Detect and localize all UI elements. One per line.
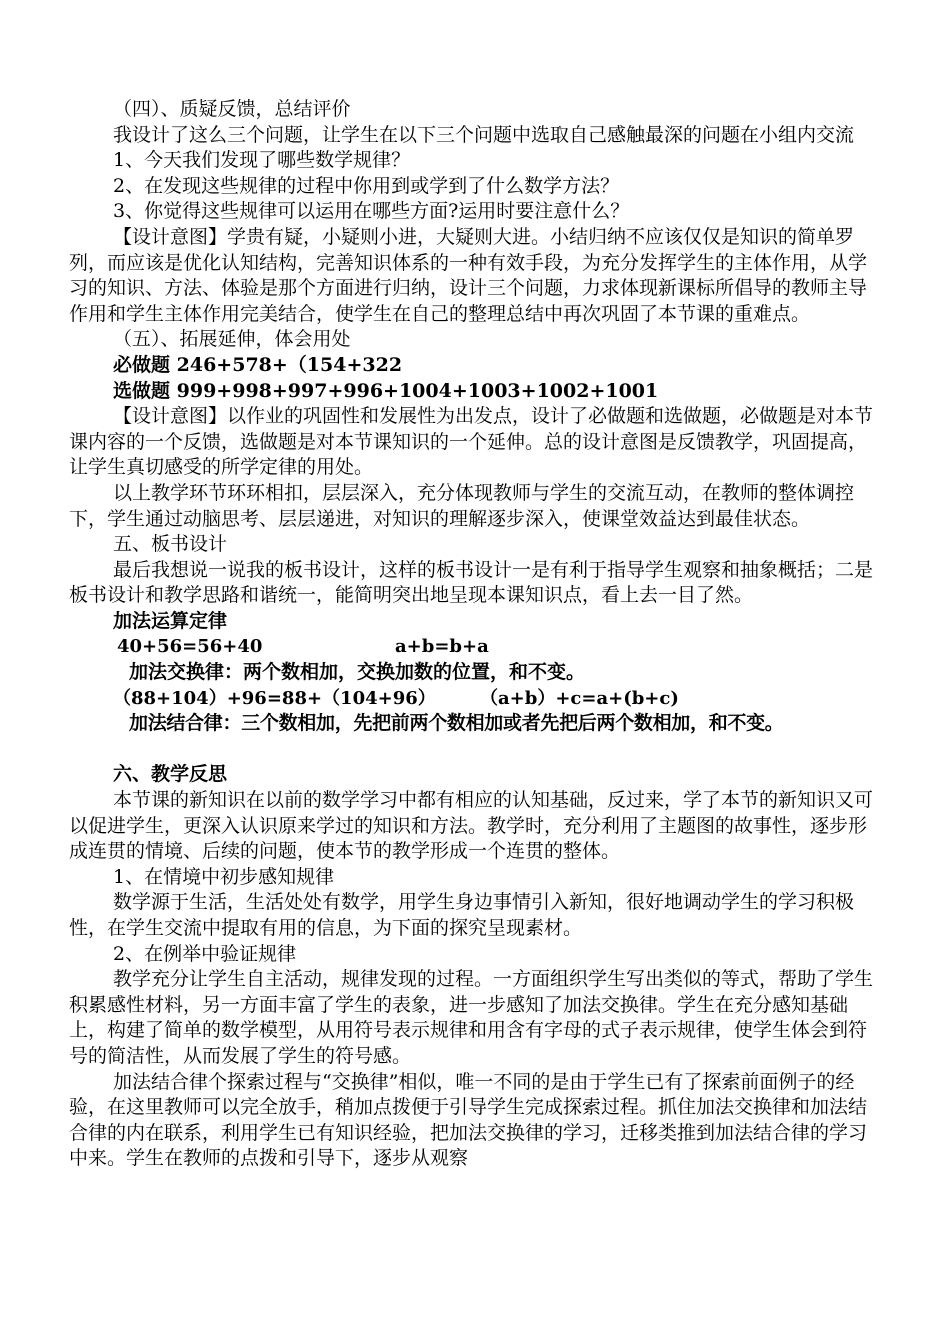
section5-summary: 以上教学环节环环相扣，层层深入，充分体现教师与学生的交流互动，在教师的整体调控下，学生通过动脑思考、层层递进，对知识的理解逐步深入，使课堂效益达到最佳状态。 bbox=[69, 481, 855, 530]
optional-expression: 999+998+997+996+1004+1003+1002+1001 bbox=[176, 379, 659, 402]
section4-heading: （四）、质疑反馈，总结评价 bbox=[113, 98, 351, 120]
board-heading: 五、板书设计 bbox=[113, 533, 228, 556]
board-example-2: （88+104）+96=88+（104+96） bbox=[113, 687, 436, 709]
document-body bbox=[69, 97, 881, 1172]
reflection-heading: 六、教学反思 bbox=[113, 763, 228, 786]
question-3: 3、你觉得这些规律可以运用在哪些方面?运用时要注意什么？ bbox=[113, 200, 630, 223]
board-formula-1: a+b=b+a bbox=[395, 636, 489, 658]
required-problem bbox=[69, 353, 881, 379]
reflection-subheading-2: 2、在例举中验证规律 bbox=[113, 942, 297, 965]
blank-line bbox=[69, 737, 881, 763]
section4-intro: 我设计了这么三个问题，让学生在以下三个问题中选取自己感触最深的问题在小组内交流 bbox=[113, 123, 855, 146]
reflection-paragraph-3: 教学充分让学生自主活动，规律发现的过程。一方面组织学生写出类似的等式，帮助了学生积累感性材料，另一方面丰富了学生的表象，进一步感知了加法交换律。学生在充分感知基础上，构建了简单的数学模型，从用符号表示规律和用含有字母的式子表示规律，使学生体会到符号的简洁性，从而发展了学生的符号感。 bbox=[69, 968, 874, 1067]
optional-label: 选做题 bbox=[113, 379, 171, 402]
required-expression: 246+578+（154+322 bbox=[176, 353, 403, 376]
board-example-row-1 bbox=[69, 634, 881, 660]
reflection-paragraph-2: 数学源于生活，生活处处有数学，用学生身边事情引入新知，很好地调动学生的学习积极性，在学生交流中提取有用的信息，为下面的探究呈现素材。 bbox=[69, 891, 855, 939]
section5-design-intent: 【设计意图】以作业的巩固性和发展性为出发点，设计了必做题和选做题，必做题是对本节课内容的一个反馈，选做题是对本节课知识的一个延伸。总的设计意图是反馈教学，巩固提高，让学生真切感受的所学定律的用处。 bbox=[69, 405, 874, 479]
section5-heading: （五）、拓展延伸，体会用处 bbox=[113, 328, 351, 351]
board-intro: 最后我想说一说我的板书设计，这样的板书设计一是有利于指导学生观察和抽象概括；二是板书设计和教学思路和谐统一，能简明突出地呈现本课知识点，看上去一目了然。 bbox=[69, 558, 874, 607]
board-law-1: 加法交换律：两个数相加，交换加数的位置，和不变。 bbox=[129, 661, 586, 684]
board-title: 加法运算定律 bbox=[113, 609, 228, 632]
reflection-paragraph-4: 加法结合律个探索过程与“交换律”相似，唯一不同的是由于学生已有了探索前面例子的经验，在这里教师可以完全放手，稍加点拨便于引导学生完成探索过程。抓住加法交换律和加法结合律的内在联系，利用学生已有知识经验，把加法交换律的学习，迁移类推到加法结合律的学习中来。学生在教师的点拨和引导下，逐步从观察 bbox=[69, 1070, 868, 1170]
reflection-subheading-1: 1、在情境中初步感知规律 bbox=[113, 865, 335, 888]
board-law-2: 加法结合律：三个数相加，先把前两个数相加或者先把后两个数相加，和不变。 bbox=[129, 712, 784, 735]
section4-design-intent: 【设计意图】学贵有疑，小疑则小进，大疑则大进。小结归纳不应该仅仅是知识的简单罗列，而应该是优化认知结构，完善知识体系的一种有效手段，为充分发挥学生的主体作用，从学习的知识、方法、体验是那个方面进行归纳，设计三个问题，力求体现新课标所倡导的教师主导作用和学生主体作用完美结合，使学生在自己的整理总结中再次巩固了本节课的重难点。 bbox=[69, 225, 868, 325]
board-formula-2: （a+b）+c=a+(b+c) bbox=[480, 687, 679, 709]
optional-problem bbox=[69, 379, 881, 405]
question-1: 1、今天我们发现了哪些数学规律？ bbox=[113, 149, 411, 172]
board-example-1: 40+56=56+40 bbox=[117, 636, 263, 658]
required-label: 必做题 bbox=[113, 353, 171, 376]
reflection-paragraph-1: 本节课的新知识在以前的数学学习中都有相应的认知基础，反过来，学了本节的新知识又可以促进学生，更深入认识原来学过的知识和方法。教学时，充分利用了主题图的故事性，逐步形成连贯的情境、后续的问题，使本节的教学形成一个连贯的整体。 bbox=[69, 789, 874, 863]
board-example-row-2 bbox=[69, 686, 881, 712]
question-2: 2、在发现这些规律的过程中你用到或学到了什么数学方法？ bbox=[113, 174, 620, 197]
